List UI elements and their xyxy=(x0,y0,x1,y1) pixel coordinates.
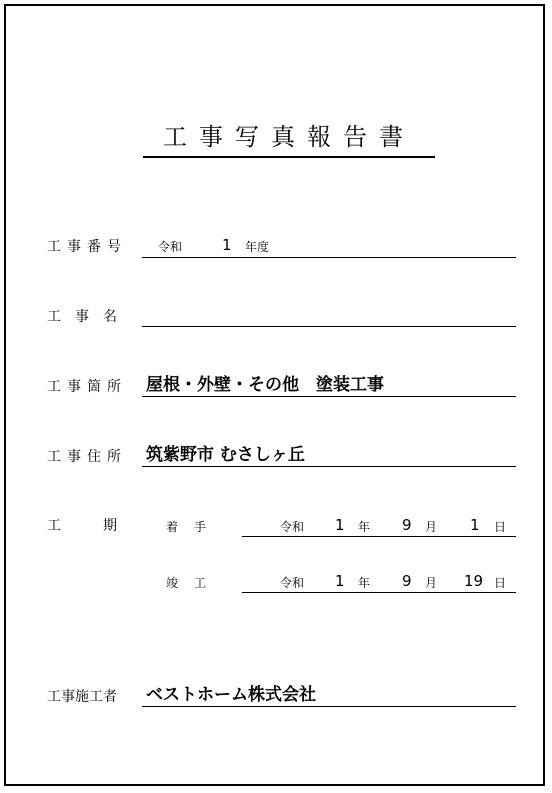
completion-year-unit: 年 xyxy=(358,576,371,590)
construction-site-underline xyxy=(142,396,516,397)
completion-month-unit: 月 xyxy=(425,576,438,590)
construction-name-label: 工 事 名 xyxy=(47,309,117,325)
start-day: 1 xyxy=(470,516,480,534)
completion-year: 1 xyxy=(335,572,345,590)
construction-number-underline xyxy=(142,257,516,258)
completion-date-underline xyxy=(242,592,516,593)
completion-month: 9 xyxy=(402,572,412,590)
completion-era: 令和 xyxy=(280,576,305,590)
construction-name-underline xyxy=(142,326,516,327)
construction-number-suffix: 年度 xyxy=(245,240,270,254)
completion-day: 19 xyxy=(464,572,484,590)
completion-date-label: 竣 工 xyxy=(166,576,209,590)
construction-address-underline xyxy=(142,466,516,467)
start-date-label: 着 手 xyxy=(166,520,209,534)
construction-address-label: 工事住所 xyxy=(47,449,127,465)
construction-number-value: 1 xyxy=(222,236,232,254)
start-day-unit: 日 xyxy=(494,520,507,534)
construction-address-value: 筑紫野市 むさしヶ丘 xyxy=(146,445,305,465)
start-era: 令和 xyxy=(280,520,305,534)
start-month-unit: 月 xyxy=(425,520,438,534)
completion-day-unit: 日 xyxy=(494,576,507,590)
contractor-value: ベストホーム株式会社 xyxy=(146,685,316,705)
contractor-label: 工事施工者 xyxy=(47,689,117,705)
start-year-unit: 年 xyxy=(358,520,371,534)
construction-site-value: 屋根・外壁・その他 塗装工事 xyxy=(146,375,384,395)
start-month: 9 xyxy=(402,516,412,534)
start-year: 1 xyxy=(335,516,345,534)
start-date-underline xyxy=(242,536,516,537)
construction-site-label: 工事箇所 xyxy=(47,379,127,395)
construction-period-label: 工 期 xyxy=(47,518,117,534)
document-title: 工事写真報告書 xyxy=(143,122,435,158)
construction-number-label: 工事番号 xyxy=(47,239,127,255)
contractor-underline xyxy=(142,706,516,707)
construction-number-era: 令和 xyxy=(158,240,183,254)
